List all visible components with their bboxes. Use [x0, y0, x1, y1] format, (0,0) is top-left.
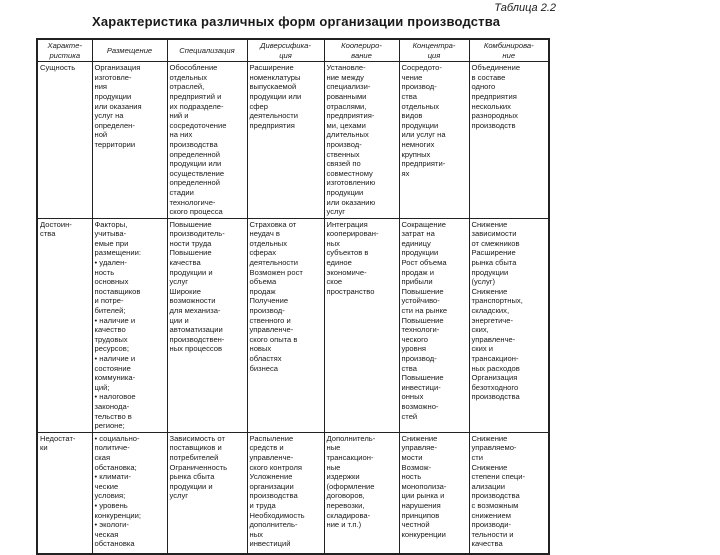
table-cell: Дополнитель- ные трансакцион- ные издержки (оформление договоров, перевозки, складирова- ние и т.п.) — [324, 432, 399, 554]
row-label: Сущность — [37, 62, 92, 219]
header-cell: Специализация — [167, 39, 247, 62]
table-cell: Интеграция кооперирован- ных субъектов в единое экономиче- ское пространство — [324, 218, 399, 432]
header-cell: Коопериро- вание — [324, 39, 399, 62]
table-cell: Снижение зависимости от смежников Расширение рынка сбыта продукции (услуг) Снижение транспортных, складских, энергетиче- ских, управленче- ских и трансакцион- ных расходов Организация безотходного производства — [469, 218, 549, 432]
table-cell: Страховка от неудач в отдельных сферах деятельности Возможен рост объема продаж Получение производ- ственного и управленче- ского опыта в новых областях бизнеса — [247, 218, 324, 432]
table-cell: Установле- ние между специализи- рованными отраслями, предприятия- ми, цехами длительных производ- ственных связей по совместному изготовлению продукции или оказанию услуг — [324, 62, 399, 219]
header-cell: Характе- ристика — [37, 39, 92, 62]
table-cell: Сосредото- чение производ- ства отдельных видов продукции или услуг на немногих крупных предприяти- ях — [399, 62, 469, 219]
table-row — [37, 62, 549, 219]
table-cell: Зависимость от поставщиков и потребителей Ограниченность рынка сбыта продукции и услуг — [167, 432, 247, 554]
table-cell: Снижение управляе- мости Возмож- ность монополиза- ции рынка и нарушения принципов честной конкуренции — [399, 432, 469, 554]
table-cell: Факторы, учитыва- емые при размещении: • удален- ность основных поставщиков и потре- бителей; • наличие и качество трудовых ресурсов; • наличие и состояние коммуника- ций; • налоговое законода- тельство в регионе; — [92, 218, 167, 432]
table-number: Таблица 2.2 — [494, 2, 556, 14]
row-label: Недостат- ки — [37, 432, 92, 554]
table-cell: Повышение производитель- ности труда Повышение качества продукции и услуг Широкие возможности для механиза- ции и автоматизации производствен- ных процессов — [167, 218, 247, 432]
table-cell: Сокращение затрат на единицу продукции Рост объема продаж и прибыли Повышение устойчиво- сти на рынке Повышение технологи- ческого уровня производ- ства Повышение инвестици- онных возможно- стей — [399, 218, 469, 432]
header-cell: Комбинирова- ние — [469, 39, 549, 62]
table-title: Характеристика различных форм организации производства — [92, 14, 501, 29]
table-header-row — [37, 39, 549, 62]
table-row — [37, 432, 549, 554]
table-cell: Снижение управляемо- сти Снижение степени специ- ализации производства с возможным снижением производи- тельности и качества — [469, 432, 549, 554]
table-cell: Объединение в составе одного предприятия нескольких разнородных производств — [469, 62, 549, 219]
header-cell: Диверсифика- ция — [247, 39, 324, 62]
table-cell: Обособление отдельных отраслей, предприятий и их подразделе- ний и сосредоточение на них производства определенной продукции или осуществление определенной стадии технологиче- ского процесса — [167, 62, 247, 219]
table-cell: Распыление средств и управленче- ского контроля Усложнение организации производства и труда Необходимость дополнитель- ных инвестиций — [247, 432, 324, 554]
table-cell: Организация изготовле- ния продукции или оказания услуг на определен- ной территории — [92, 62, 167, 219]
header-cell: Размещение — [92, 39, 167, 62]
table-row — [37, 218, 549, 432]
table-cell: • социально- политиче- ская обстановка; • климати- ческие условия; • уровень конкуренции; • экологи- ческая обстановка — [92, 432, 167, 554]
comparison-table — [36, 38, 550, 555]
header-cell: Концентра- ция — [399, 39, 469, 62]
row-label: Достоин- ства — [37, 218, 92, 432]
table-cell: Расширение номенклатуры выпускаемой продукции или сфер деятельности предприятия — [247, 62, 324, 219]
